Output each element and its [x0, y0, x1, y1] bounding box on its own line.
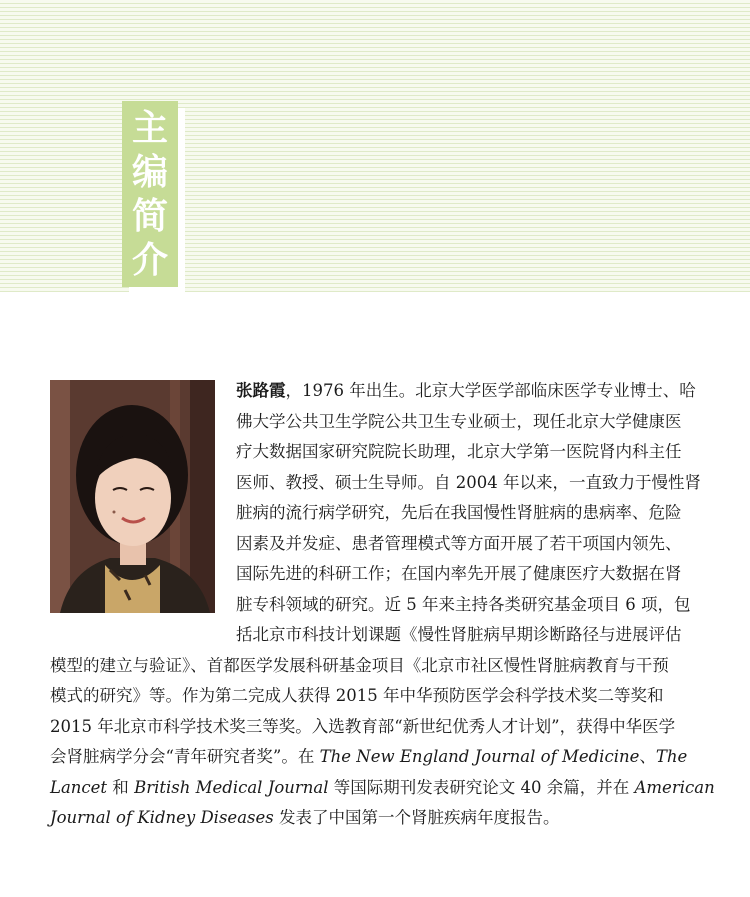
bio-line: Lancet 和 British Medical Journal 等国际期刊发表研究论文 40 余篇，并在 American — [50, 777, 715, 797]
title-char: 主 — [131, 107, 168, 149]
bio-line: 模型的建立与验证》、首都医学发展科研基金项目《北京市社区慢性肾脏病教育与干预 — [50, 655, 669, 675]
bio-line: 因素及并发症、患者管理模式等方面开展了若干项国内领先、 — [236, 533, 682, 553]
bio-line: Journal of Kidney Diseases 发表了中国第一个肾脏疾病年度报告。 — [50, 808, 560, 827]
bio-line: 括北京市科技计划课题《慢性肾脏病早期诊断路径与进展评估 — [236, 625, 682, 644]
title-char: 介 — [131, 239, 168, 281]
bio-line: 国际先进的科研工作；在国内率先开展了健康医疗大数据在肾 — [236, 564, 682, 583]
bio-line: 佛大学公共卫生学院公共卫生专业硕士，现任北京大学健康医 — [236, 411, 682, 431]
title-char: 编 — [131, 151, 168, 193]
journal-title: The — [655, 747, 688, 766]
bio-line: 疗大数据国家研究院院长助理，北京大学第一医院肾内科主任 — [236, 442, 682, 461]
section-title-block — [122, 101, 178, 287]
bio-line: 2015 年北京市科学技术奖三等奖。入选教育部“新世纪优秀人才计划”，获得中华医学 — [50, 716, 676, 736]
author-bio — [50, 376, 715, 834]
header-stripe-band — [0, 0, 750, 292]
journal-title: Journal of Kidney Diseases — [50, 808, 274, 827]
bio-line: 脏病的流行病学研究，先后在我国慢性肾脏病的患病率、危险 — [236, 503, 682, 522]
author-name: 张路霞 — [236, 381, 286, 400]
bio-line: 医师、教授、硕士生导师。自 2004 年以来，一直致力于慢性肾 — [236, 472, 701, 492]
journal-title: The New England Journal of Medicine — [319, 747, 640, 766]
journal-title: British Medical Journal — [134, 777, 329, 797]
journal-title: Lancet — [50, 777, 108, 797]
bio-line: 脏专科领域的研究。近 5 年来主持各类研究基金项目 6 项，包 — [236, 594, 691, 614]
bio-line: 模式的研究》等。作为第二完成人获得 2015 年中华预防医学会科学技术奖二等奖和 — [50, 686, 664, 705]
title-char: 简 — [131, 195, 168, 237]
bio-line: 会肾脏病学分会“青年研究者奖”。在 The New England Journal of Medicine、The — [50, 747, 688, 766]
journal-title: American — [634, 777, 715, 797]
bio-line: 张路霞，1976 年出生。北京大学医学部临床医学专业博士、哈 — [236, 381, 696, 400]
